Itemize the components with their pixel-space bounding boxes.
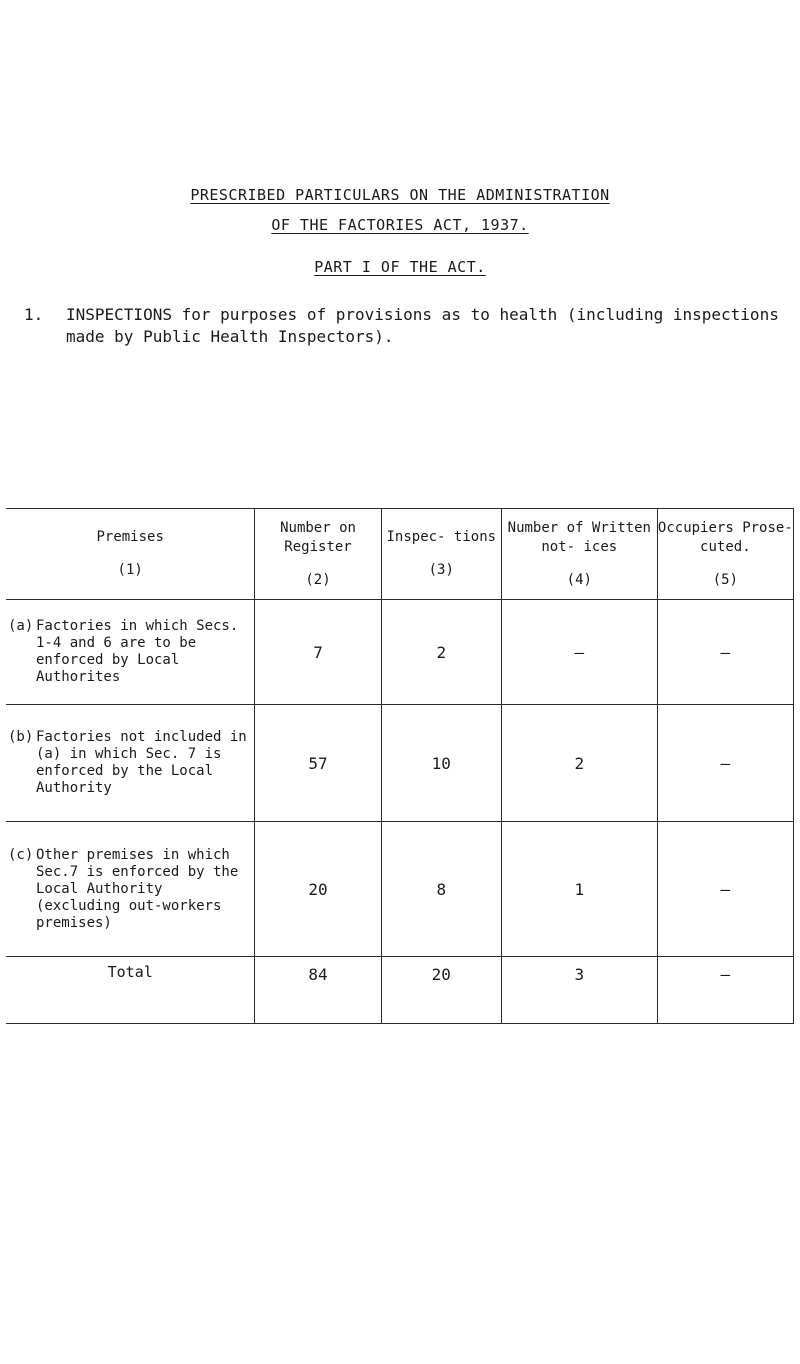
inspections-cell: 2 bbox=[381, 600, 501, 705]
register-cell: 57 bbox=[255, 705, 381, 822]
col-number: (5) bbox=[712, 571, 738, 588]
col-label: Inspec- tions bbox=[386, 529, 497, 545]
col-header-register bbox=[255, 509, 381, 600]
prosecuted-cell: – bbox=[657, 600, 793, 705]
premises-cell bbox=[6, 822, 255, 957]
title-line-2: OF THE FACTORIES ACT, 1937. bbox=[271, 216, 529, 234]
premises-cell bbox=[6, 705, 255, 822]
notices-cell: – bbox=[501, 600, 657, 705]
table-row bbox=[6, 600, 794, 705]
row-mark: (a) bbox=[8, 618, 34, 634]
prosecuted-cell: – bbox=[657, 705, 793, 822]
col-header-inspections bbox=[381, 509, 501, 600]
premises-description: Factories in which Secs. 1-4 and 6 are to be enforced by Local Authorites bbox=[36, 618, 239, 685]
premises-description: Factories not included in (a) in which Sec. 7 is enforced by the Local Authority bbox=[36, 729, 247, 796]
inspections-cell: 8 bbox=[381, 822, 501, 957]
row-mark: (b) bbox=[8, 729, 34, 745]
col-number: (1) bbox=[117, 562, 143, 578]
total-row bbox=[6, 957, 794, 1024]
title-line-1: PRESCRIBED PARTICULARS ON THE ADMINISTRATION bbox=[190, 186, 610, 204]
inspections-cell: 10 bbox=[381, 705, 501, 822]
col-label: Occupiers Prose- cuted. bbox=[657, 519, 793, 555]
col-header-premises bbox=[6, 509, 255, 600]
row-mark: (c) bbox=[8, 846, 34, 863]
col-label: Number on Register bbox=[280, 519, 356, 555]
prosecuted-cell: – bbox=[657, 822, 793, 957]
col-number: (4) bbox=[566, 571, 592, 588]
col-number: (3) bbox=[428, 562, 454, 578]
total-label: Total bbox=[6, 957, 255, 1024]
premises-description: Other premises in which Sec.7 is enforced by the Local Authority (excluding out-workers premises) bbox=[36, 846, 239, 931]
total-register: 84 bbox=[255, 957, 381, 1024]
inspections-table bbox=[6, 508, 794, 1024]
col-header-notices bbox=[501, 509, 657, 600]
table-row bbox=[6, 705, 794, 822]
section-number: 1. bbox=[24, 305, 44, 324]
col-label: Premises bbox=[96, 529, 164, 545]
premises-cell bbox=[6, 600, 255, 705]
col-header-prosecuted bbox=[657, 509, 793, 600]
register-cell: 20 bbox=[255, 822, 381, 957]
total-notices: 3 bbox=[501, 957, 657, 1024]
title-line-3: PART I OF THE ACT. bbox=[314, 258, 486, 276]
table-row bbox=[6, 822, 794, 957]
section-text: INSPECTIONS for purposes of provisions as to health (including inspections made by Public Health Inspectors). bbox=[66, 305, 779, 346]
total-prosecuted: – bbox=[657, 957, 793, 1024]
col-label: Number of Written not- ices bbox=[507, 519, 651, 555]
register-cell: 7 bbox=[255, 600, 381, 705]
notices-cell: 1 bbox=[501, 822, 657, 957]
notices-cell: 2 bbox=[501, 705, 657, 822]
header-row bbox=[6, 509, 794, 600]
total-inspections: 20 bbox=[381, 957, 501, 1024]
col-number: (2) bbox=[305, 571, 331, 588]
